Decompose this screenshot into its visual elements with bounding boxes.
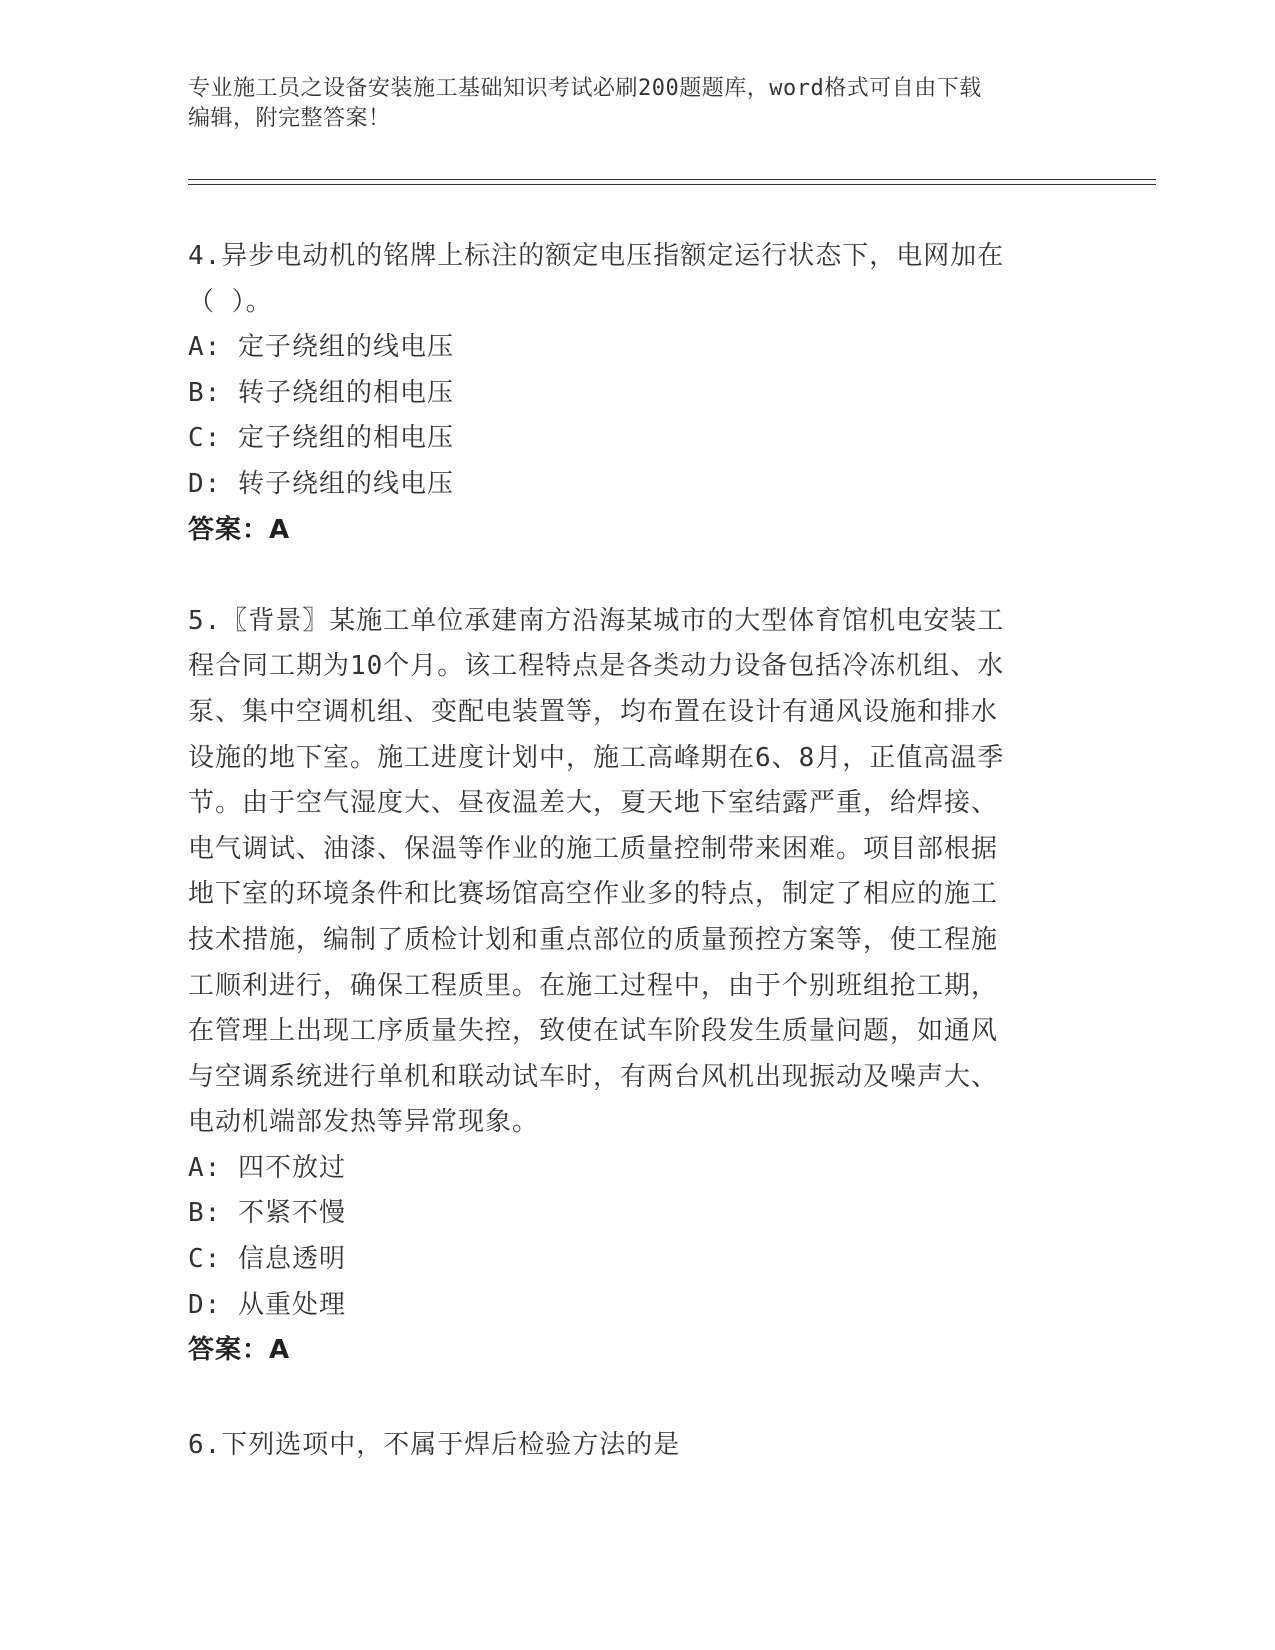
header-divider-bottom <box>188 184 1156 185</box>
question-4-stem-line-1: 4.异步电动机的铭牌上标注的额定电压指额定运行状态下，电网加在 <box>188 241 1005 271</box>
question-4-answer: 答案：A <box>188 514 291 545</box>
question-5 <box>188 599 1088 1374</box>
question-5-stem-line-2: 程合同工期为10个月。该工程特点是各类动力设备包括冷冻机组、水 <box>188 651 1005 682</box>
question-spacer <box>188 553 1088 599</box>
question-5-stem-line-6: 电气调试、油漆、保温等作业的施工质量控制带来困难。项目部根据 <box>188 833 999 864</box>
question-6-stem: 6.下列选项中，不属于焊后检验方法的是 <box>188 1430 681 1460</box>
question-5-stem-line-11: 与空调系统进行单机和联动试车时，有两台风机出现振动及噪声大、 <box>188 1061 999 1092</box>
question-5-stem-line-5: 节。由于空气湿度大、昼夜温差大，夏天地下室结露严重，给焊接、 <box>188 788 999 819</box>
question-5-stem-line-4: 设施的地下室。施工进度计划中，施工高峰期在6、8月，正值高温季 <box>188 742 1005 773</box>
question-5-option-a: A: 四不放过 <box>188 1152 346 1183</box>
header-line-2: 编辑，附完整答案！ <box>188 106 391 131</box>
question-4-option-c: C: 定子绕组的相电压 <box>188 423 454 454</box>
question-5-stem-line-10: 在管理上出现工序质量失控，致使在试车阶段发生质量问题，如通风 <box>188 1016 999 1047</box>
document-header <box>188 74 1068 134</box>
question-5-answer: 答案：A <box>188 1335 291 1366</box>
question-4-option-d: D: 转子绕组的线电压 <box>188 468 454 499</box>
question-4 <box>188 234 1088 553</box>
question-list <box>188 234 1088 1374</box>
header-line-1: 专业施工员之设备安装施工基础知识考试必刷200题题库，word格式可自由下载 <box>188 76 982 101</box>
question-5-stem-line-3: 泵、集中空调机组、变配电装置等，均布置在设计有通风设施和排水 <box>188 696 999 727</box>
question-5-stem-line-9: 工顺利进行，确保工程质里。在施工过程中，由于个别班组抢工期， <box>188 970 999 1001</box>
question-4-option-b: B: 转子绕组的相电压 <box>188 377 454 408</box>
question-5-stem-line-1: 5.〖背景〗某施工单位承建南方沿海某城市的大型体育馆机电安装工 <box>188 605 1005 636</box>
question-5-stem-line-8: 技术措施，编制了质检计划和重点部位的质量预控方案等，使工程施 <box>188 924 999 955</box>
question-5-option-c: C: 信息透明 <box>188 1244 346 1275</box>
question-5-option-d: D: 从重处理 <box>188 1289 346 1320</box>
question-4-stem-line-2: （ ）。 <box>188 286 273 317</box>
question-5-option-b: B: 不紧不慢 <box>188 1198 346 1229</box>
question-5-stem-line-7: 地下室的环境条件和比赛场馆高空作业多的特点，制定了相应的施工 <box>188 879 999 910</box>
question-5-stem-line-12: 电动机端部发热等异常现象。 <box>188 1107 540 1138</box>
question-4-option-a: A: 定子绕组的线电压 <box>188 332 454 363</box>
header-divider-top <box>188 179 1156 180</box>
